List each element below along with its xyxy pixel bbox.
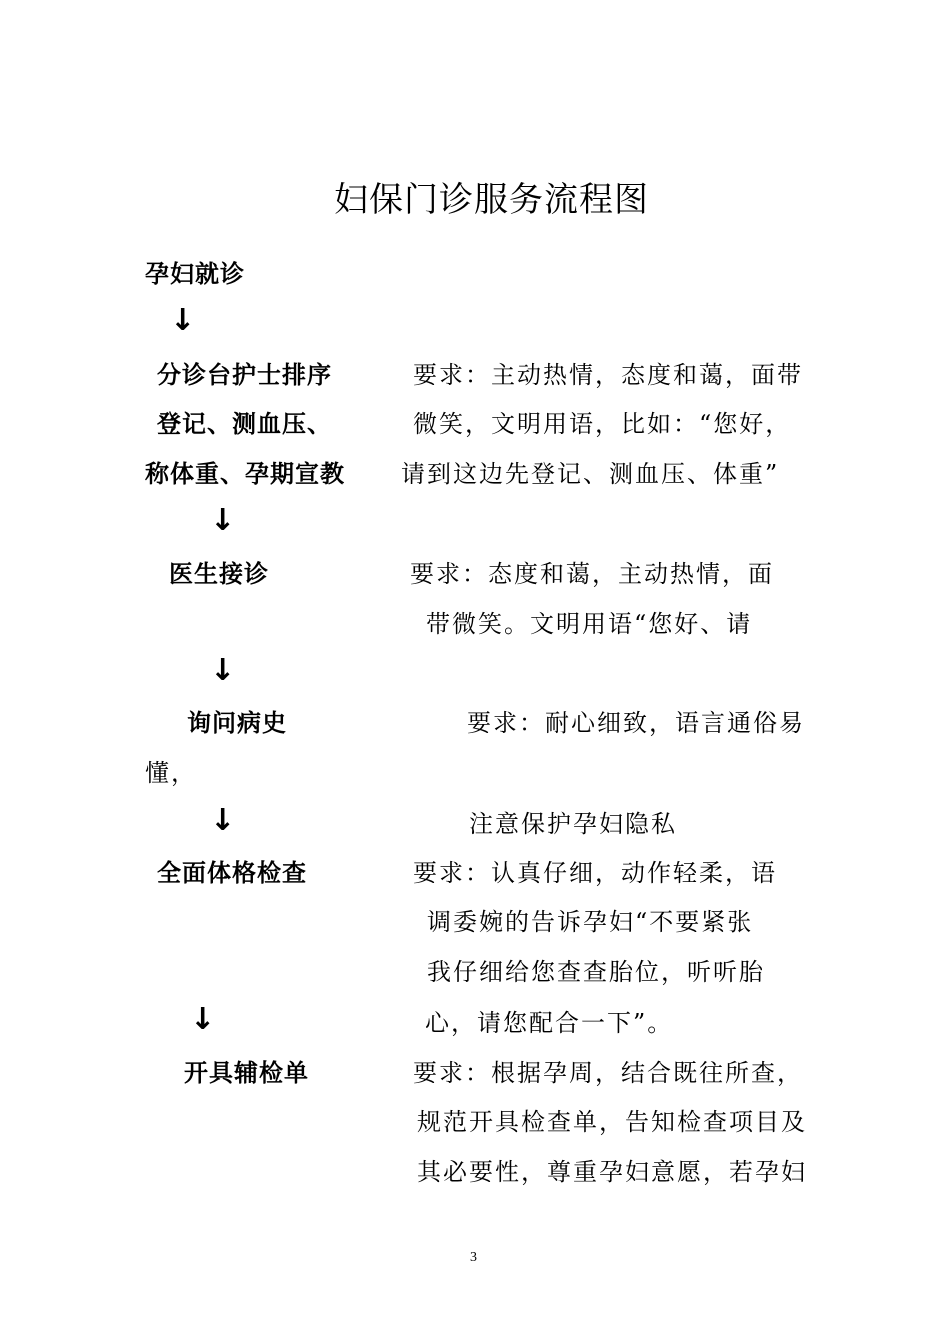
requirement-exam-line-3: 我仔细给您查查胎位，听听胎	[427, 958, 765, 986]
step-triage-nurse: 分诊台护士排序	[157, 361, 332, 389]
flow-arrow-1: ↓	[170, 303, 196, 338]
page-number: 3	[470, 1250, 477, 1265]
step-doctor-consult: 医生接诊	[169, 560, 269, 588]
requirement-triage-line-1: 要求：主动热情，态度和蔼，面带	[413, 361, 803, 389]
requirement-history-line-3: 注意保护孕妇隐私	[469, 810, 677, 838]
requirement-exam-line-1: 要求：认真仔细，动作轻柔，语	[413, 859, 777, 887]
flow-arrow-3: ↓	[210, 653, 236, 688]
requirement-aux-line-2: 规范开具检查单，告知检查项目及	[417, 1108, 807, 1136]
step-auxiliary-exam-order: 开具辅检单	[184, 1059, 309, 1087]
requirement-triage-line-3: 请到这边先登记、测血压、体重”	[401, 460, 780, 488]
step-triage-weigh: 称体重、孕期宣教	[145, 460, 345, 488]
step-medical-history: 询问病史	[187, 709, 287, 737]
step-patient-visit: 孕妇就诊	[145, 260, 245, 288]
page-title: 妇保门诊服务流程图	[334, 180, 649, 220]
requirement-history-line-2: 懂，	[145, 759, 197, 787]
step-physical-exam: 全面体格检查	[157, 859, 307, 887]
requirement-doctor-line-1: 要求：态度和蔼，主动热情，面	[410, 560, 774, 588]
requirement-doctor-line-2: 带微笑。文明用语“您好、请	[426, 610, 753, 638]
requirement-exam-line-4: 心，请您配合一下”。	[425, 1009, 674, 1037]
flow-arrow-2: ↓	[210, 503, 236, 538]
requirement-triage-line-2: 微笑，文明用语，比如：“您好，	[413, 410, 792, 438]
flow-arrow-4: ↓	[210, 803, 236, 838]
step-triage-register: 登记、测血压、	[157, 410, 332, 438]
requirement-exam-line-2: 调委婉的告诉孕妇“不要紧张	[427, 908, 754, 936]
flow-arrow-5: ↓	[190, 1002, 216, 1037]
requirement-aux-line-3: 其必要性，尊重孕妇意愿，若孕妇	[417, 1158, 807, 1186]
requirement-history-line-1: 要求：耐心细致，语言通俗易	[467, 709, 805, 737]
requirement-aux-line-1: 要求：根据孕周，结合既往所查，	[413, 1059, 803, 1087]
